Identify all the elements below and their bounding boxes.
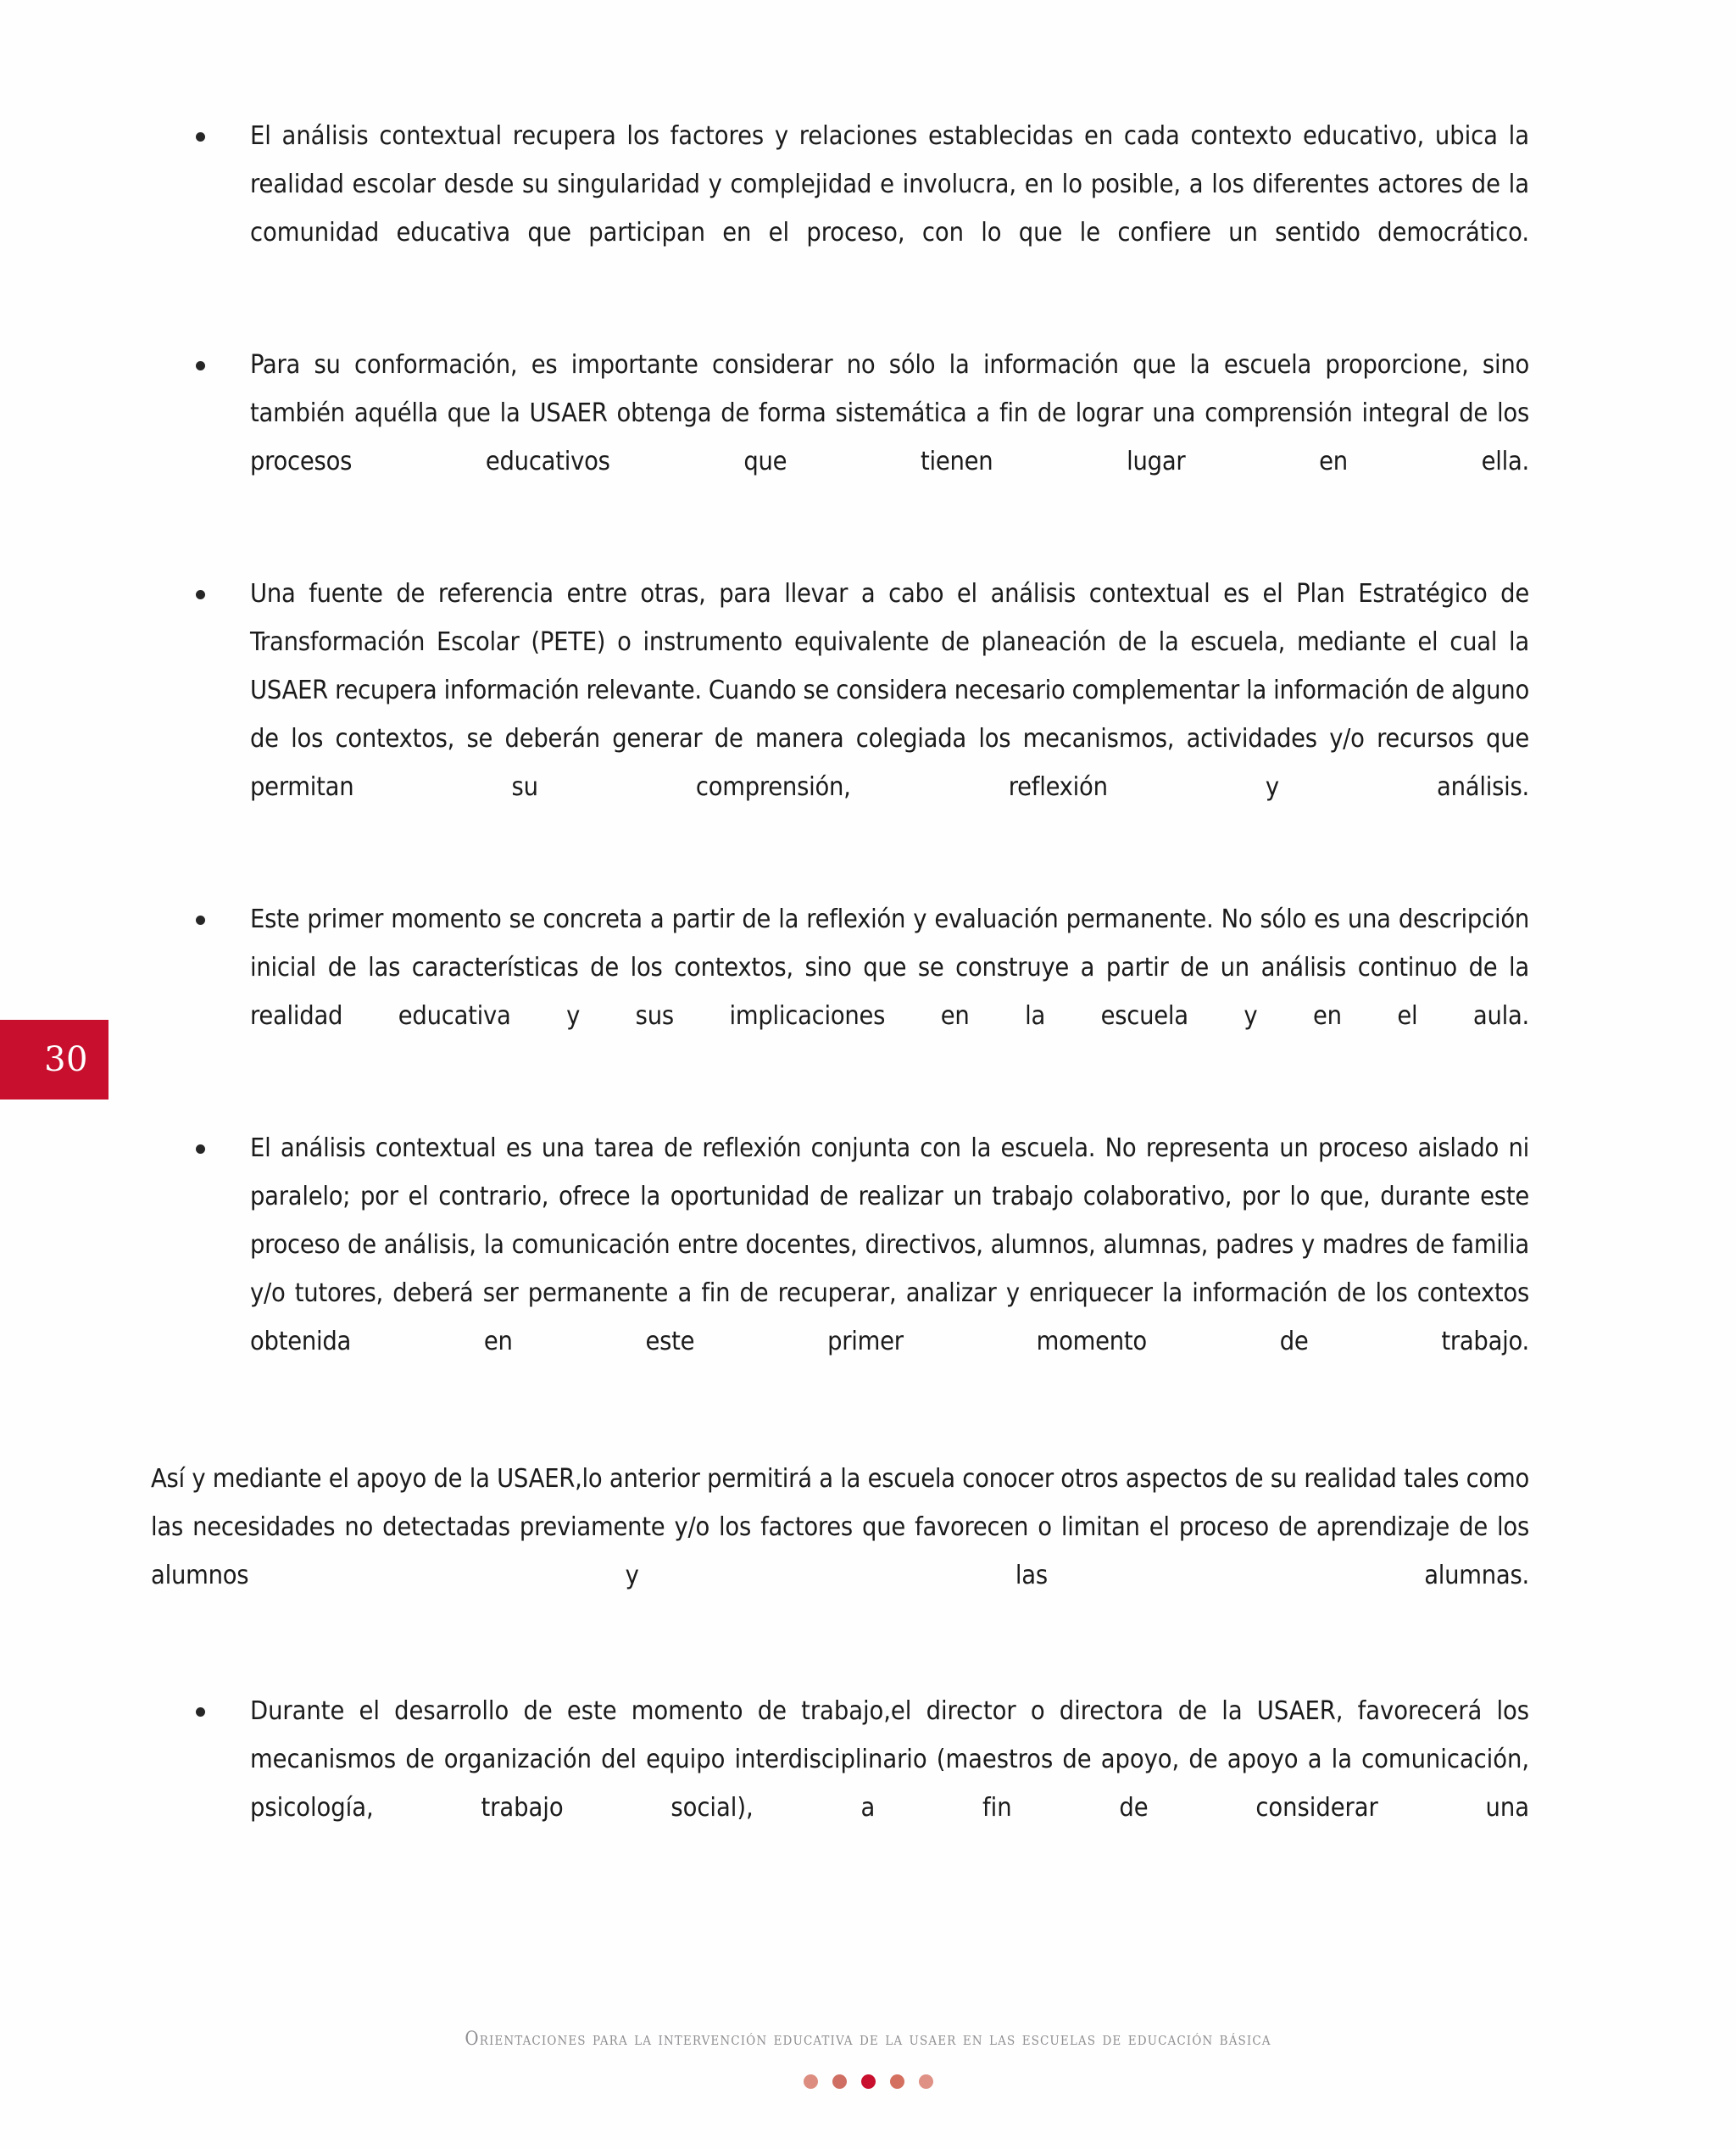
bullet-dot-icon (196, 1144, 205, 1154)
ornament-dot-2 (832, 2074, 847, 2089)
spacer (151, 1648, 1529, 1687)
text-column (151, 112, 1529, 1880)
bullet-dot-icon (196, 132, 205, 142)
footer-dot-ornament (0, 2074, 1736, 2089)
bullet-dot-icon (196, 590, 205, 599)
page-number-tab (0, 1020, 108, 1100)
bullet-list-primary (151, 112, 1529, 1414)
ornament-dot-1 (804, 2074, 818, 2089)
page-number: 30 (44, 1040, 88, 1079)
ornament-dot-3 (861, 2074, 876, 2089)
list-item-text: El análisis contextual recupera los factores y relaciones establecidas en cada contexto educativo, ubica la realidad escolar desde su singularidad y complejidad e involucra, en lo posible, a los diferentes actores de la comunidad educativa que participan en el proceso, con lo que le confiere un sentido democrático. (250, 121, 1529, 248)
body-paragraph: Así y mediante el apoyo de la USAER,lo anterior permitirá a la escuela conocer otros aspectos de su realidad tales como las necesidades no detectadas previamente y/o los factores que favorecen o limitan el proceso de aprendizaje de los alumnos y las alumnas. (151, 1464, 1529, 1590)
bullet-dot-icon (196, 916, 205, 925)
ornament-dot-4 (890, 2074, 904, 2089)
bullet-dot-icon (196, 1707, 205, 1717)
list-item (151, 341, 1529, 534)
list-item-text: El análisis contextual es una tarea de reflexión conjunta con la escuela. No representa un proceso aislado ni paralelo; por el contrario, ofrece la oportunidad de realizar un trabajo colaborativo, por lo que, durante este proceso de análisis, la comunicación entre docentes, directivos, alumnos, alumnas, padres y madres de familia y/o tutores, deberá ser permanente a fin de recuperar, analizar y enriquecer la información de los contextos obtenida en este primer momento de trabajo. (250, 1133, 1529, 1356)
spacer (151, 1414, 1529, 1455)
page-footer (0, 2028, 1736, 2052)
list-item (151, 895, 1529, 1088)
list-item-text: Durante el desarrollo de este momento de trabajo,el director o directora de la USAER, favorecerá los mecanismos de organización del equipo interdisciplinario (maestros de apoyo, de apoyo a la comunicación, psicología, trabajo social), a fin de considerar una (250, 1696, 1529, 1823)
list-item (151, 1124, 1529, 1414)
list-item-text: Este primer momento se concreta a partir de la reflexión y evaluación permanente. No sólo es una descripción inicial de las características de los contextos, sino que se construye a partir de un análisis continuo de la realidad educativa y sus implicaciones en la escuela y en el aula. (250, 905, 1529, 1031)
footer-title: Orientaciones para la intervención educativa de la usaer en las escuelas de educación básica (465, 2029, 1271, 2050)
ornament-dot-5 (919, 2074, 933, 2089)
bullet-list-secondary (151, 1687, 1529, 1880)
list-item-text: Una fuente de referencia entre otras, para llevar a cabo el análisis contextual es el Plan Estratégico de Transformación Escolar (PETE) o instrumento equivalente de planeación de la escuela, mediante el cual la USAER recupera información relevante. Cuando se considera necesario complementar la información de alguno de los contextos, se deberán generar de manera colegiada los mecanismos, actividades y/o recursos que permitan su comprensión, reflexión y análisis. (250, 579, 1529, 802)
list-item (151, 570, 1529, 860)
list-item (151, 112, 1529, 305)
bullet-dot-icon (196, 361, 205, 370)
list-item (151, 1687, 1529, 1880)
list-item-text: Para su conformación, es importante considerar no sólo la información que la escuela proporcione, sino también aquélla que la USAER obtenga de forma sistemática a fin de lograr una comprensión integral de los procesos educativos que tienen lugar en ella. (250, 350, 1529, 476)
